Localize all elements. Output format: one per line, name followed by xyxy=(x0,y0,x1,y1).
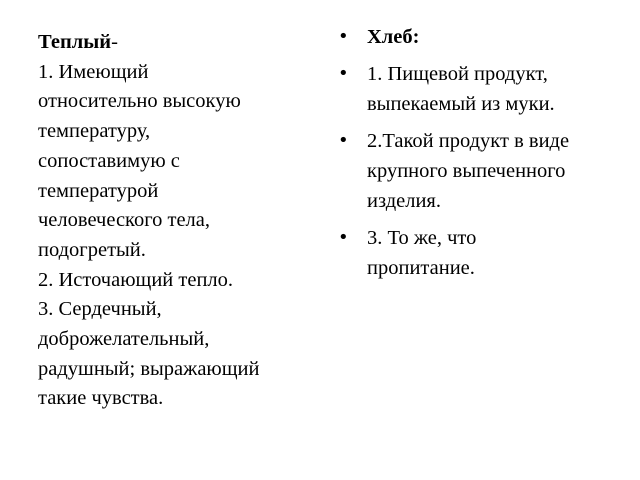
bullet-item-line: 3. То же, что xyxy=(367,227,477,249)
definition-line: 1. Имеющий xyxy=(38,60,149,83)
definition-line: относительно высокую xyxy=(38,90,241,113)
bullet-icon: • xyxy=(338,130,349,151)
bullet-icon: • xyxy=(338,227,349,248)
bullet-item-meaning-1 xyxy=(338,59,634,119)
definition-warm xyxy=(38,28,318,414)
bullet-item-line: изделия. xyxy=(367,190,441,212)
definition-warm-heading xyxy=(38,28,318,58)
definition-line: сопоставимую с xyxy=(38,149,180,172)
bullet-item-line: пропитание. xyxy=(367,257,475,279)
definition-line: 2. Источающий тепло. xyxy=(38,268,234,291)
definition-line: температурой xyxy=(38,179,159,202)
bullet-icon: • xyxy=(338,63,349,84)
bullet-item-line: выпекаемый из муки. xyxy=(367,93,555,115)
bullet-item-meaning-2 xyxy=(338,126,634,216)
definition-line: такие чувства. xyxy=(38,387,164,410)
definition-line: радушный; выражающий xyxy=(38,357,260,380)
bullet-item-meaning-3 xyxy=(338,223,634,283)
word-title-warm: Теплый xyxy=(38,31,112,53)
bullet-icon: • xyxy=(338,26,349,47)
bullet-item-bread-heading xyxy=(338,22,634,52)
bullet-item-line: крупного выпеченного xyxy=(367,160,566,182)
definition-line: температуру, xyxy=(38,120,151,143)
definition-bread-list xyxy=(338,22,634,290)
definition-line: человеческого тела, xyxy=(38,209,211,232)
definition-line: доброжелательный, xyxy=(38,328,210,351)
word-title-bread: Хлеб: xyxy=(367,26,420,48)
bullet-item-line: 1. Пищевой продукт, xyxy=(367,63,548,85)
title-dash: - xyxy=(111,31,118,53)
bullet-item-line: 2.Такой продукт в виде xyxy=(367,130,570,152)
definition-line: подогретый. xyxy=(38,238,146,261)
definition-line: 3. Сердечный, xyxy=(38,298,162,321)
